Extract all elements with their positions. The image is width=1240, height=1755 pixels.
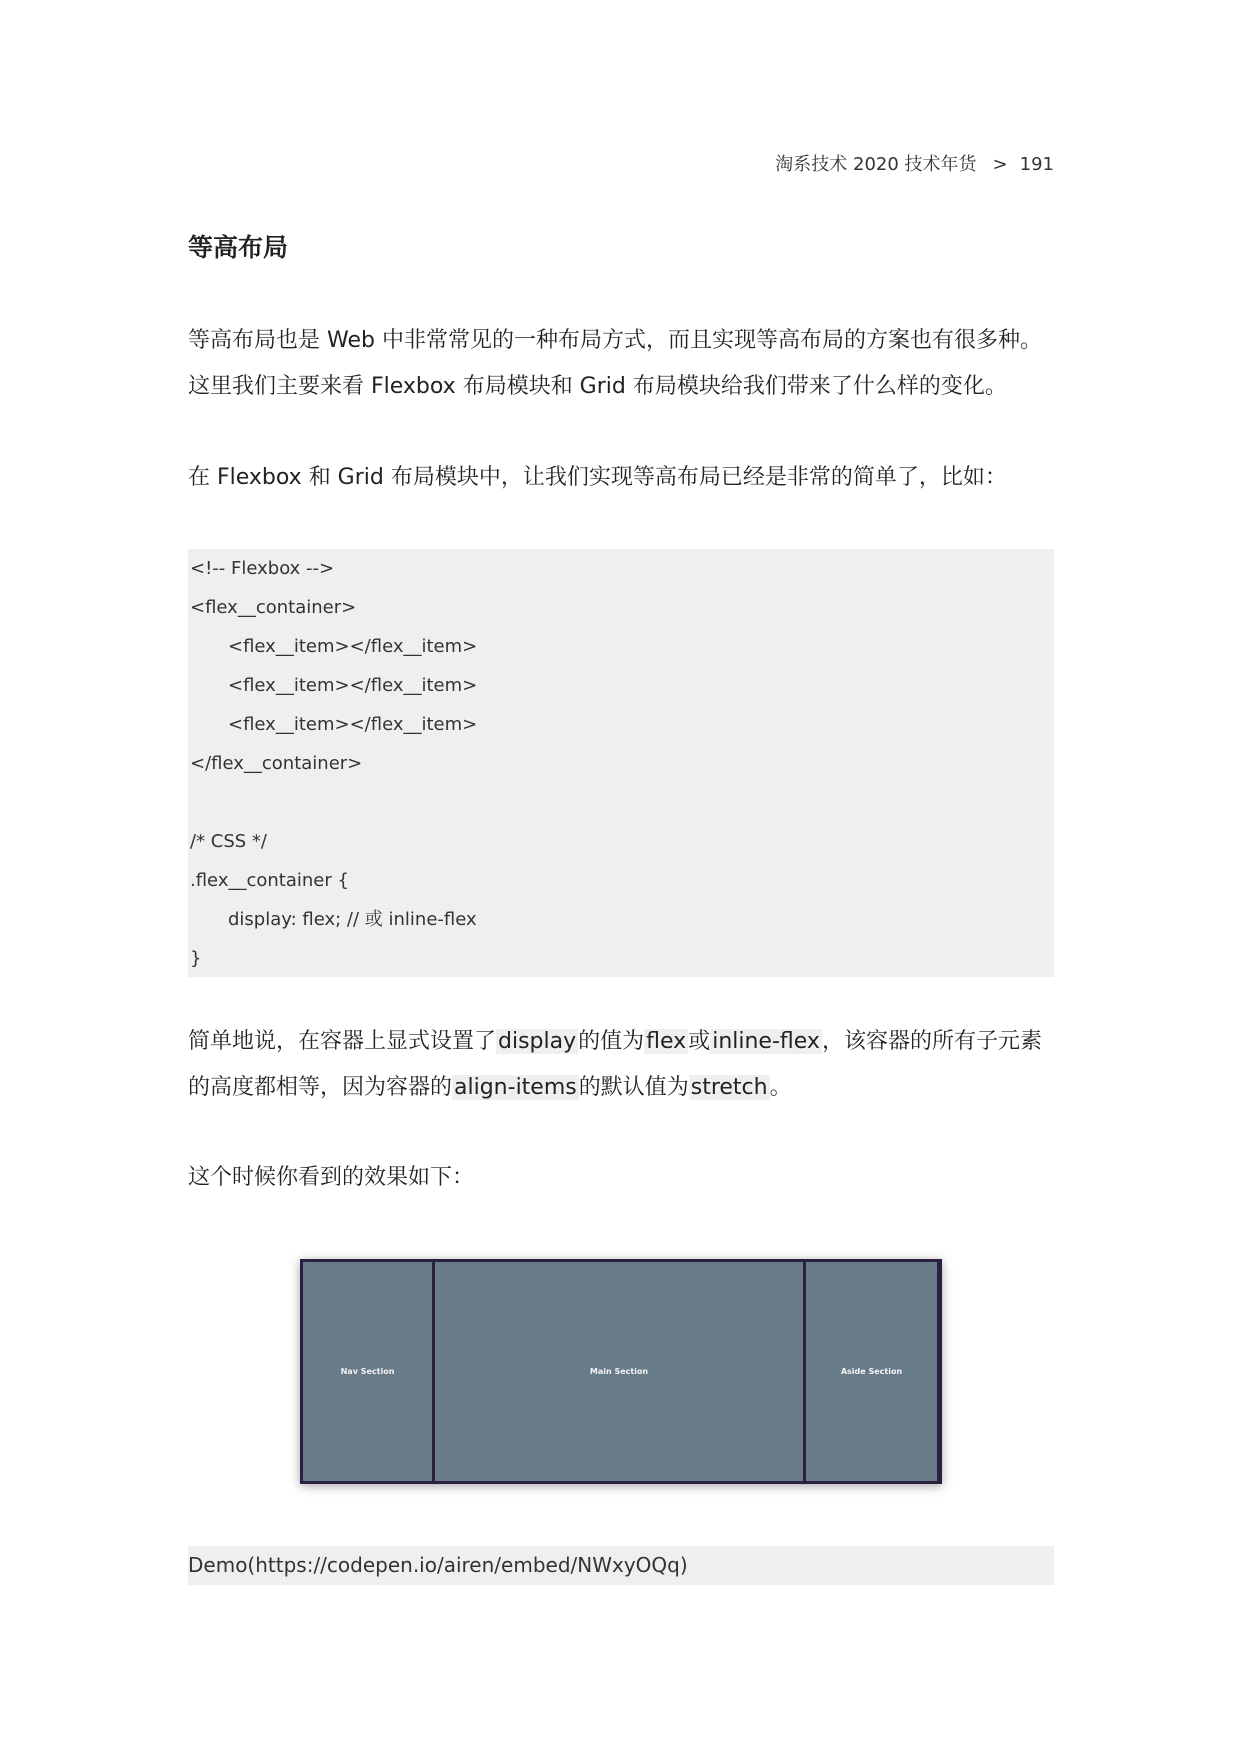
section-heading: 等高布局 bbox=[188, 233, 289, 262]
code-line: display: flex; // 或 inline-flex bbox=[228, 909, 477, 930]
text-segment: 的默认值为 bbox=[578, 1075, 689, 1100]
inline-code-align-items: align-items bbox=[454, 1075, 577, 1100]
inline-code-stretch: stretch bbox=[690, 1075, 768, 1100]
main-section-panel bbox=[435, 1262, 803, 1481]
text-segment: 或 bbox=[688, 1029, 711, 1054]
aside-section-label: Aside Section bbox=[840, 1367, 903, 1376]
code-line: <flex__item></flex__item> bbox=[228, 675, 478, 696]
code-line: <flex__item></flex__item> bbox=[228, 636, 478, 657]
code-block bbox=[188, 549, 1054, 977]
main-section-label: Main Section bbox=[589, 1367, 649, 1376]
nav-section-label: Nav Section bbox=[340, 1367, 395, 1376]
result-intro-paragraph: 这个时候你看到的效果如下： bbox=[188, 1165, 475, 1190]
equal-height-demo-figure bbox=[300, 1259, 942, 1484]
inline-code-flex: flex bbox=[646, 1029, 687, 1054]
text-segment: ，该容器的所有子元素的高度都相等，因为容器的 bbox=[188, 1029, 1042, 1100]
page-header bbox=[775, 150, 1054, 176]
book-title: 淘系技术 2020 技术年货 bbox=[775, 154, 977, 175]
explanation-paragraph bbox=[188, 1019, 1054, 1111]
inline-code-inline-flex: inline-flex bbox=[712, 1029, 820, 1054]
aside-section-panel bbox=[806, 1262, 937, 1481]
nav-section-panel bbox=[303, 1262, 432, 1481]
text-segment: 简单地说，在容器上显式设置了 bbox=[188, 1029, 497, 1054]
text-segment: 。 bbox=[769, 1075, 792, 1100]
code-line: <flex__item></flex__item> bbox=[228, 714, 478, 735]
demo-link[interactable]: Demo(https://codepen.io/airen/embed/NWxyOQq) bbox=[188, 1546, 1054, 1585]
code-line: } bbox=[190, 948, 202, 969]
text-segment: 的值为 bbox=[578, 1029, 645, 1054]
code-line: <flex__container> bbox=[190, 597, 357, 618]
header-separator: > bbox=[992, 154, 1008, 175]
intro-paragraph: 等高布局也是 Web 中非常常见的一种布局方式，而且实现等高布局的方案也有很多种。这里我们主要来看 Flexbox 布局模块和 Grid 布局模块给我们带来了什么样的变化。 bbox=[188, 328, 1042, 399]
code-line: /* CSS */ bbox=[190, 831, 267, 852]
code-line: </flex__container> bbox=[190, 753, 363, 774]
code-line: <!-- Flexbox --> bbox=[190, 558, 335, 579]
code-line: .flex__container { bbox=[190, 870, 349, 891]
example-intro-paragraph: 在 Flexbox 和 Grid 布局模块中，让我们实现等高布局已经是非常的简单了，比如： bbox=[188, 465, 1007, 490]
page-number: 191 bbox=[1019, 154, 1054, 175]
inline-code-display: display bbox=[498, 1029, 577, 1054]
